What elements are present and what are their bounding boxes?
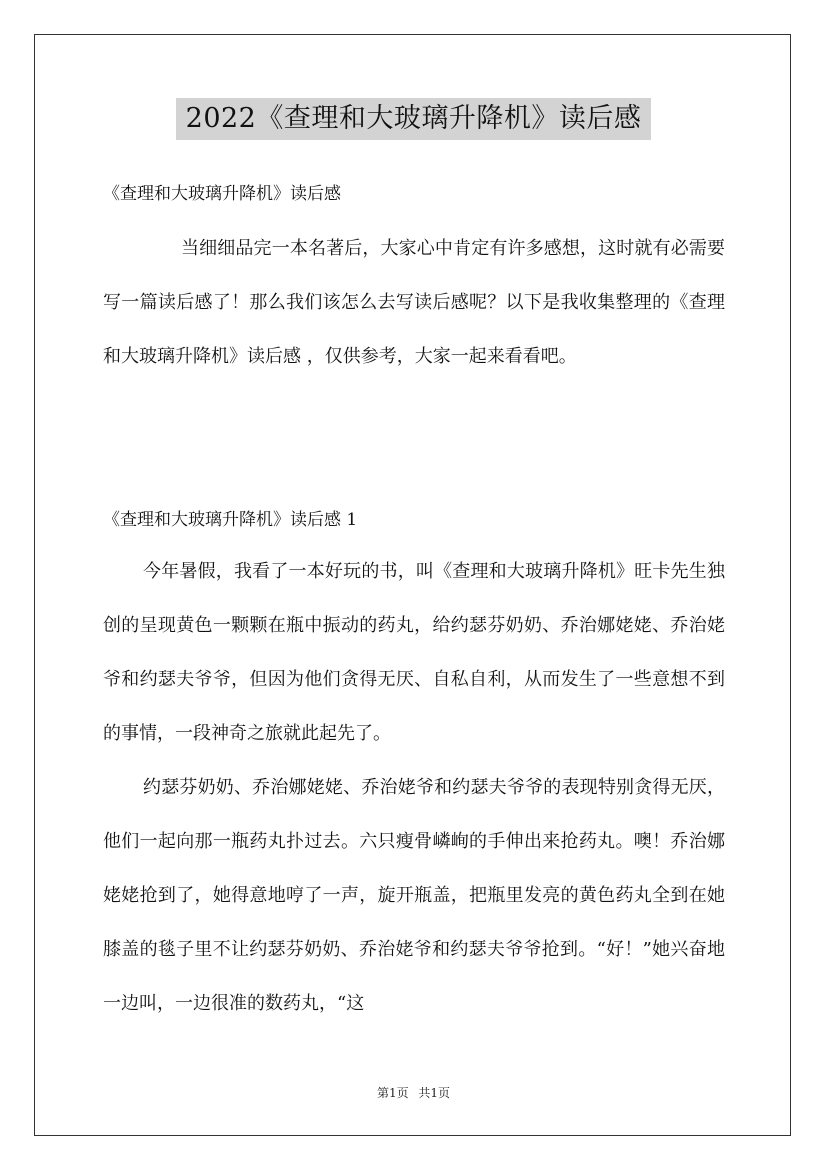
page-number-current: 第1页 xyxy=(376,1086,409,1100)
body-paragraph: 约瑟芬奶奶、乔治娜姥姥、乔治姥爷和约瑟夫爷爷的表现特别贪得无厌，他们一起向那一瓶药丸扑过去。六只瘦骨嶙峋的手伸出来抢药丸。噢！乔治娜姥姥抢到了，她得意地哼了一声，旋开瓶盖，把瓶里发亮的黄色药丸全到在她膝盖的毯子里不让约瑟芬奶奶、乔治姥爷和约瑟夫爷爷抢到。“好！”她兴奋地一边叫，一边很准的数药丸，“这 xyxy=(103,777,725,1014)
page-number-total: 共1页 xyxy=(418,1086,451,1100)
body-paragraph: 今年暑假，我看了一本好玩的书，叫《查理和大玻璃升降机》旺卡先生独创的呈现黄色一颗颗在瓶中振动的药丸，给约瑟芬奶奶、乔治娜姥姥、乔治姥爷和约瑟夫爷爷，但因为他们贪得无厌、自私自利，从而发生了一些意想不到的事情，一段神奇之旅就此起先了。 xyxy=(103,561,725,744)
body-block xyxy=(103,545,725,1031)
section-heading-block xyxy=(103,508,725,532)
page-footer xyxy=(0,1084,827,1101)
intro-block xyxy=(103,222,725,384)
document-subtitle: 《查理和大玻璃升降机》读后感 xyxy=(103,184,341,204)
document-title: 2022《查理和大玻璃升降机》读后感 xyxy=(176,98,652,140)
section-heading: 《查理和大玻璃升降机》读后感 1 xyxy=(103,510,358,530)
title-container xyxy=(0,98,827,140)
intro-paragraph: 当细细品完一本名著后，大家心中肯定有许多感想，这时就有必需要写一篇读后感了！那么我们该怎么去写读后感呢？以下是我收集整理的《查理和大玻璃升降机》读后感 ，仅供参考，大家一起来看看吧。 xyxy=(103,238,725,367)
subtitle-block xyxy=(103,182,725,206)
